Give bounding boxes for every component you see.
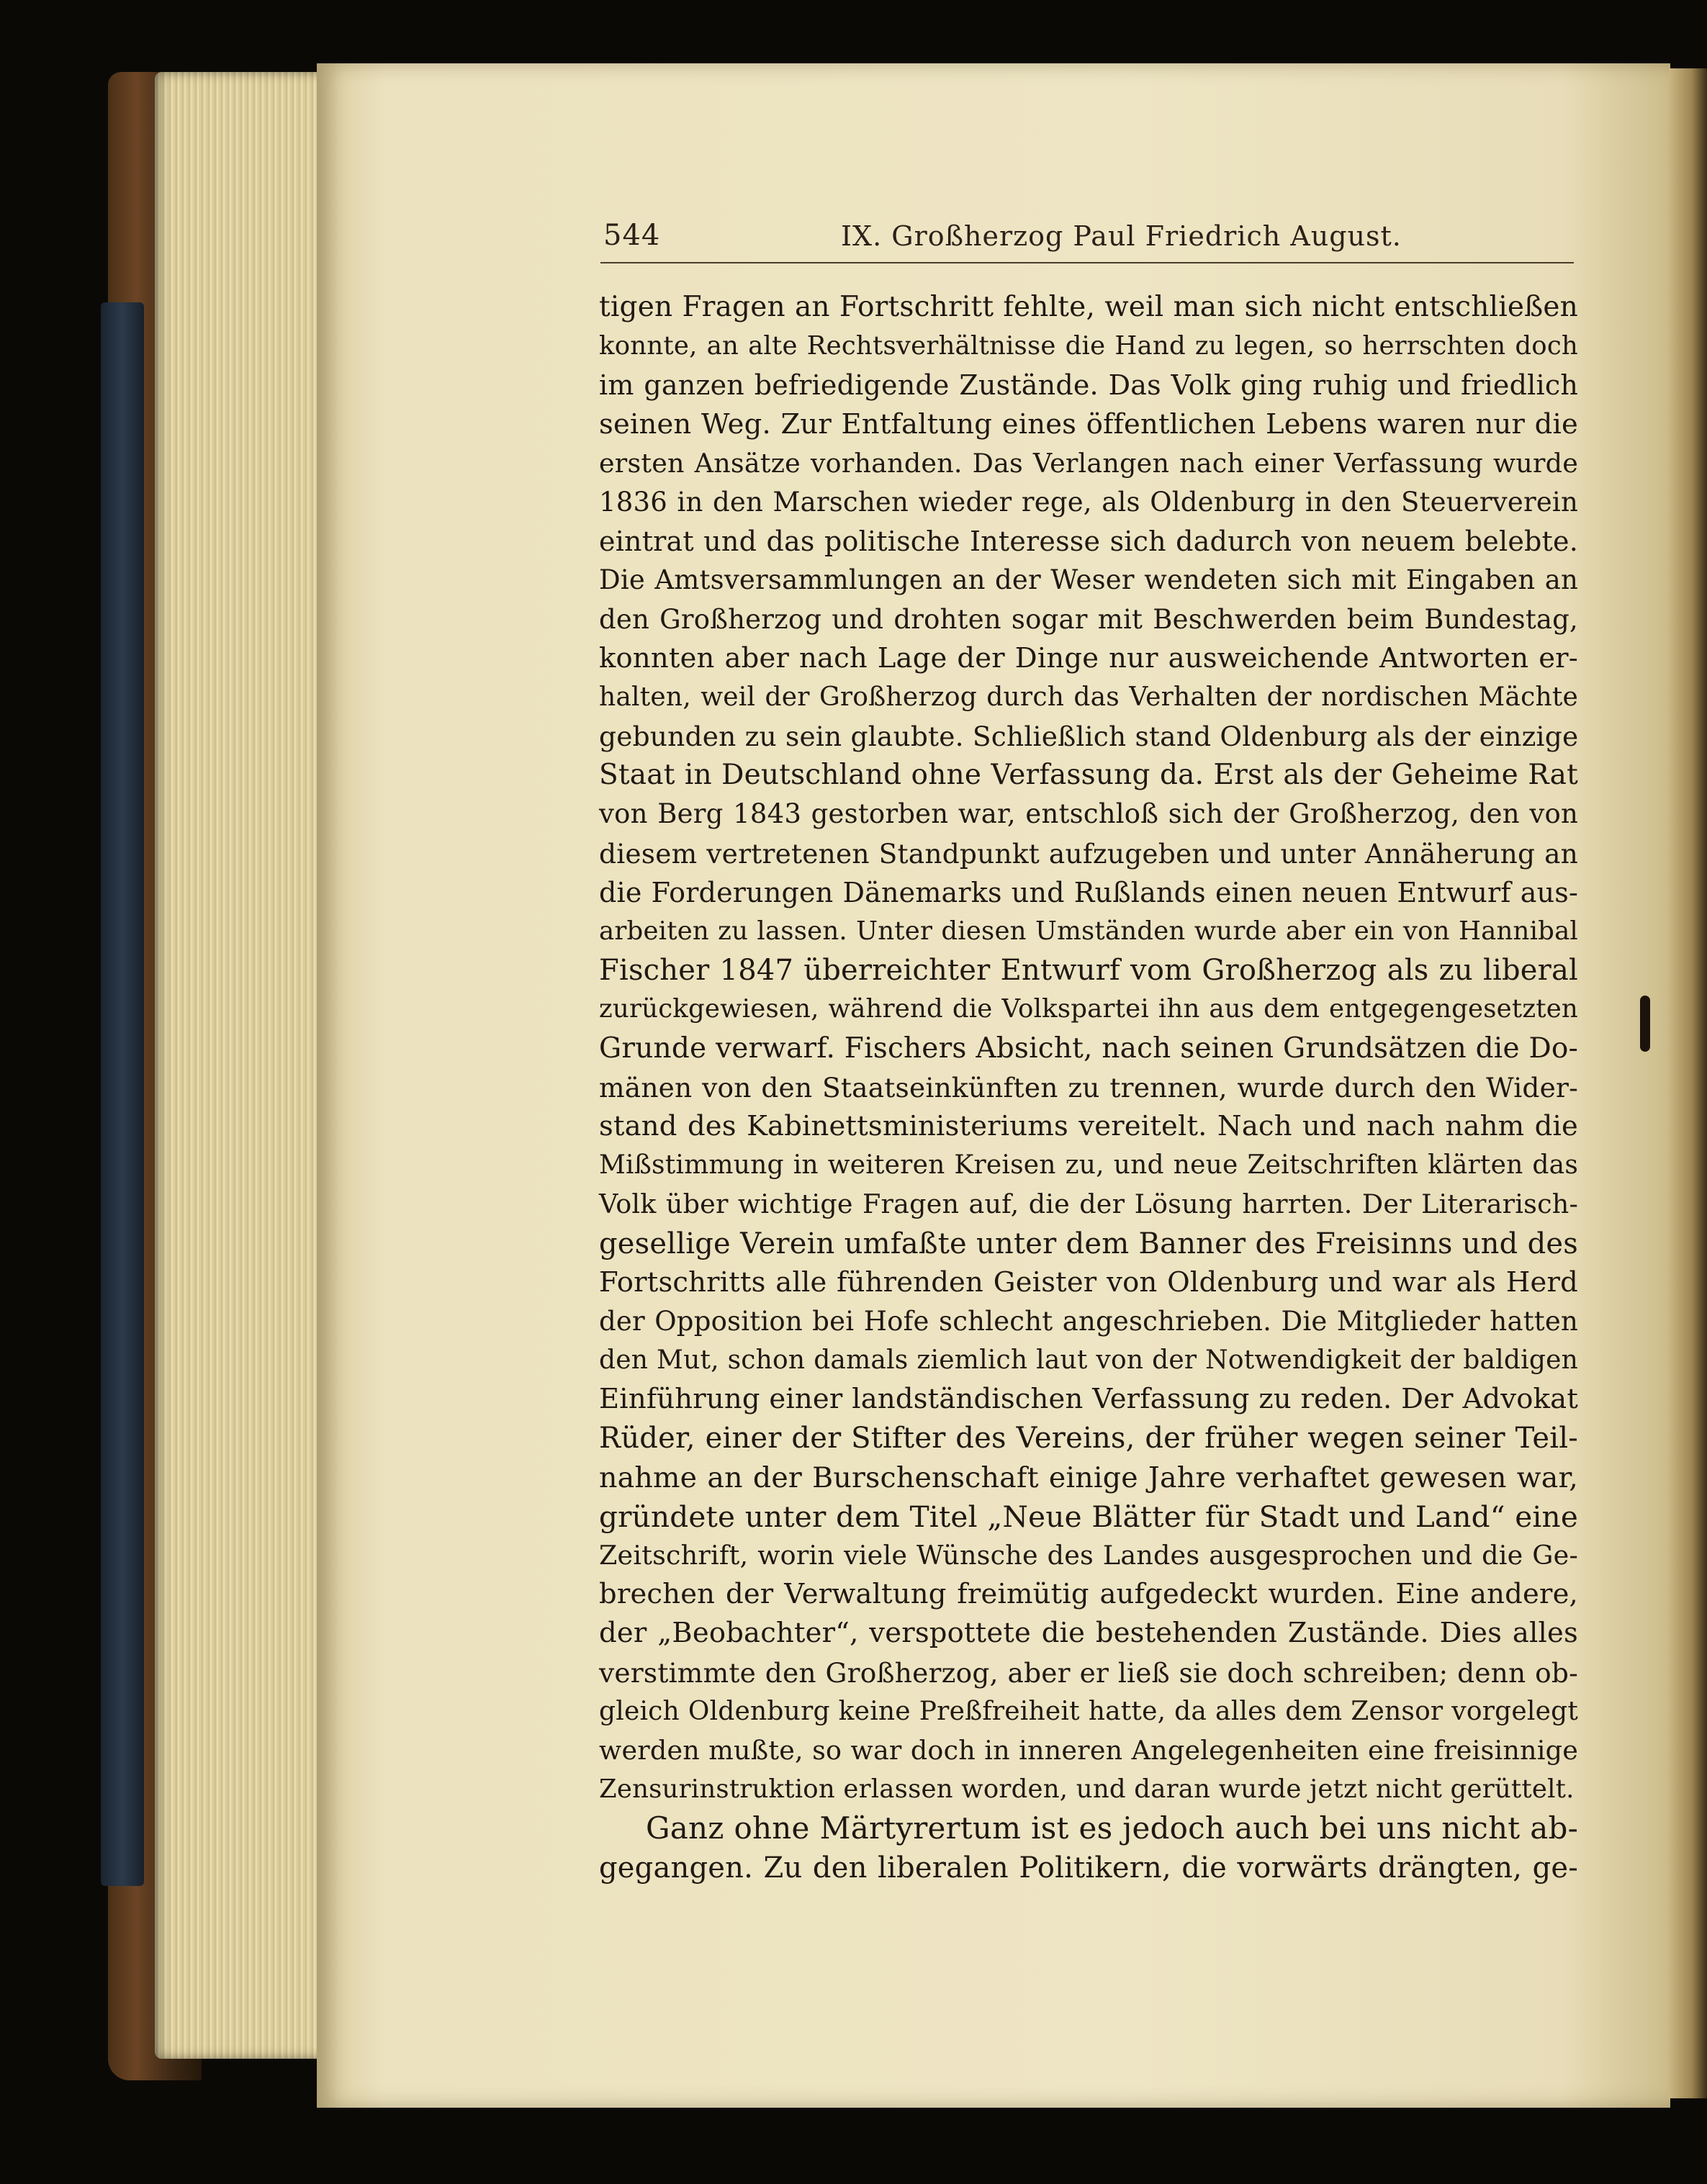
- text-line: gründete unter dem Titel „Neue Blätter für Stadt und Land“ eine: [599, 1499, 1578, 1534]
- text-line: halten, weil der Großherzog durch das Verhalten der nordischen Mächte: [599, 682, 1578, 712]
- text-line: nahme an der Burschenschaft einige Jahre verhaftet gewesen war,: [599, 1461, 1578, 1494]
- text-line: ersten Ansätze vorhanden. Das Verlangen nach einer Verfassung wurde: [599, 447, 1578, 479]
- text-line: Zeitschrift, worin viele Wünsche des Landes ausgesprochen und die Ge-: [599, 1540, 1578, 1571]
- text-line: gesellige Verein umfaßte unter dem Banner des Freisinns und des: [599, 1227, 1578, 1260]
- text-line: der „Beobachter“, verspottete die bestehenden Zustände. Dies alles: [599, 1617, 1578, 1650]
- text-line: Mißstimmung in weiteren Kreisen zu, und neue Zeitschriften klärten das: [599, 1150, 1578, 1181]
- text-line: verstimmte den Großherzog, aber er ließ sie doch schreiben; denn ob-: [599, 1656, 1578, 1689]
- text-line: konnte, an alte Rechtsverhältnisse die Hand zu legen, so herrschten doch: [599, 331, 1578, 361]
- body-text: [599, 288, 1578, 1887]
- text-line: zurückgewiesen, während die Volkspartei ihn aus dem entgegengesetzten: [599, 994, 1578, 1024]
- text-line: Fortschritts alle führenden Geister von Oldenburg und war als Herd: [599, 1265, 1578, 1299]
- text-line: die Forderungen Dänemarks und Rußlands einen neuen Entwurf aus-: [599, 876, 1578, 908]
- text-line: den Mut, schon damals ziemlich laut von der Notwendigkeit der baldigen: [599, 1345, 1578, 1376]
- text-line: Volk über wichtige Fragen auf, die der Lösung harrten. Der Literarisch-: [599, 1188, 1578, 1220]
- text-line: Zensurinstruktion erlassen worden, und daran wurde jetzt nicht gerüttelt.: [599, 1774, 1575, 1805]
- page-number: 544: [603, 219, 661, 252]
- text-line: Fischer 1847 überreichter Entwurf vom Großherzog als zu liberal: [599, 954, 1578, 988]
- text-line: von Berg 1843 gestorben war, entschloß sich der Großherzog, den von: [599, 798, 1578, 830]
- text-line: brechen der Verwaltung freimütig aufgedeckt wurden. Eine andere,: [599, 1578, 1578, 1611]
- text-line: gegangen. Zu den liberalen Politikern, die vorwärts drängten, ge-: [599, 1851, 1578, 1885]
- text-line: im ganzen befriedigende Zustände. Das Volk ging ruhig und friedlich: [599, 369, 1578, 402]
- next-page-edge: [1669, 68, 1707, 2098]
- text-line: Die Amtsversammlungen an der Weser wendeten sich mit Eingaben an: [599, 564, 1578, 596]
- text-line: Staat in Deutschland ohne Verfassung da. Erst als der Geheime Rat: [599, 759, 1578, 792]
- text-line: diesem vertretenen Standpunkt aufzugeben und unter Annäherung an: [599, 837, 1578, 870]
- text-line: konnten aber nach Lage der Dinge nur ausweichende Antworten er-: [599, 641, 1578, 674]
- running-head: [603, 216, 1572, 266]
- text-line: werden mußte, so war doch in inneren Angelegenheiten eine freisinnige: [599, 1734, 1578, 1766]
- text-line: Einführung einer landständischen Verfassung zu reden. Der Advokat: [599, 1383, 1578, 1416]
- text-line: der Opposition bei Hofe schlecht angeschrieben. Die Mitglieder hatten: [599, 1305, 1578, 1337]
- text-line: Rüder, einer der Stifter des Vereins, der früher wegen seiner Teil-: [599, 1422, 1578, 1456]
- book-spine: [101, 302, 144, 1886]
- text-line: stand des Kabinettsministeriums vereitelt. Nach und nach nahm die: [599, 1109, 1578, 1142]
- text-line: den Großherzog und drohten sogar mit Beschwerden beim Bundestag,: [599, 603, 1578, 635]
- text-line: mänen von den Staatseinkünften zu trennen, wurde durch den Wider-: [599, 1071, 1578, 1104]
- text-line: Grunde verwarf. Fischers Absicht, nach seinen Grundsätzen die Do-: [599, 1032, 1578, 1065]
- text-line: gleich Oldenburg keine Preßfreiheit hatte, da alles dem Zensor vorgelegt: [599, 1696, 1578, 1726]
- text-line: tigen Fragen an Fortschritt fehlte, weil man sich nicht entschließen: [599, 291, 1578, 323]
- ink-mark: [1640, 996, 1650, 1052]
- header-rule: [600, 262, 1574, 263]
- chapter-title: IX. Großherzog Paul Friedrich August.: [841, 220, 1402, 252]
- text-line: eintrat und das politische Interesse sich dadurch von neuem belebte.: [599, 525, 1578, 558]
- text-line: gebunden zu sein glaubte. Schließlich stand Oldenburg als der einzige: [599, 721, 1579, 753]
- text-line: arbeiten zu lassen. Unter diesen Umständen wurde aber ein von Hannibal: [599, 916, 1578, 946]
- text-line: 1836 in den Marschen wieder rege, als Oldenburg in den Steuerverein: [599, 486, 1578, 518]
- text-line: seinen Weg. Zur Entfaltung eines öffentlichen Lebens waren nur die: [599, 407, 1578, 441]
- text-line: Ganz ohne Märtyrertum ist es jedoch auch bei uns nicht ab-: [646, 1810, 1578, 1846]
